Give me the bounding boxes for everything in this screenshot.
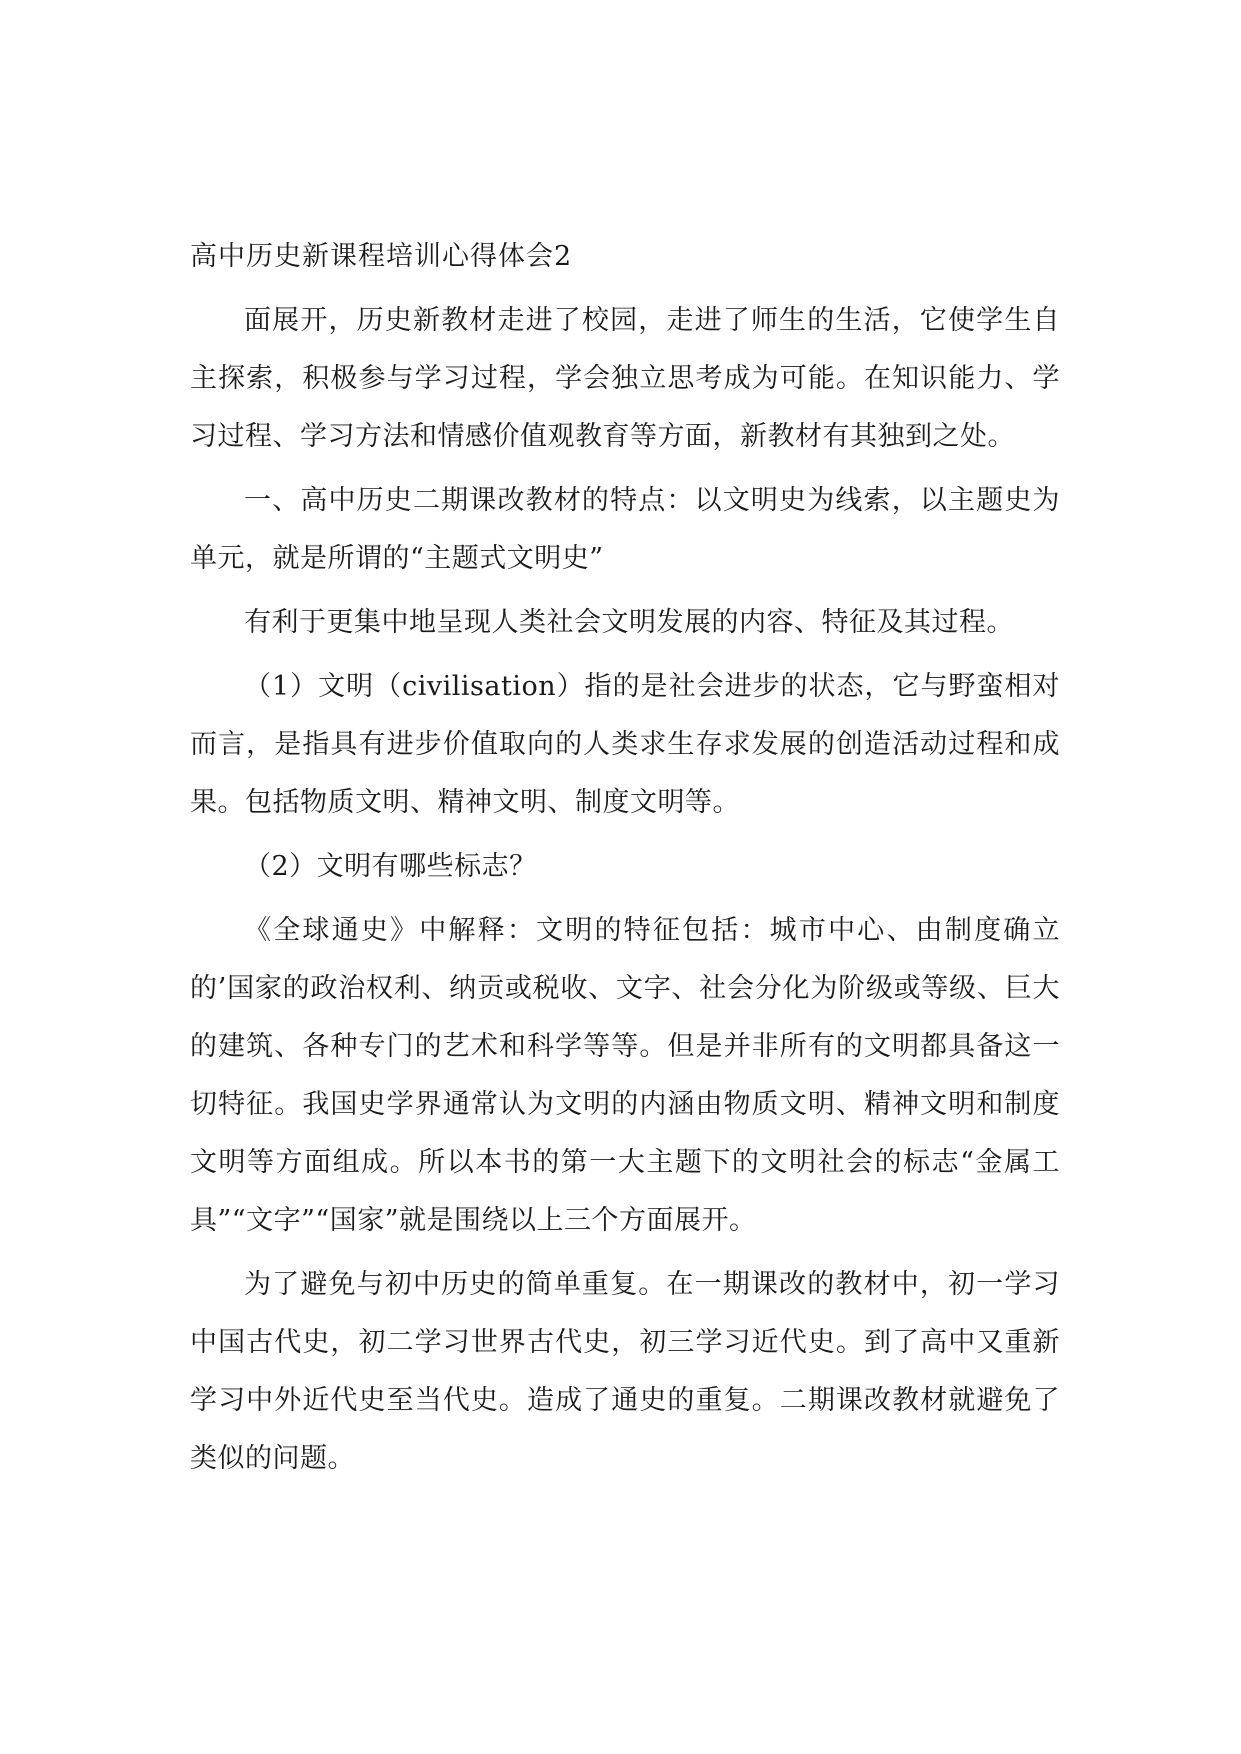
paragraph-1: 面展开，历史新教材走进了校园，走进了师生的生活，它使学生自主探索，积极参与学习过程，学会独立思考成为可能。在知识能力、学习过程、学习方法和情感价值观教育等方面，新教材有其独到之处。 [190, 305, 1060, 452]
document-title: 高中历史新课程培训心得体会2 [190, 241, 573, 272]
paragraph-7: 为了避免与初中历史的简单重复。在一期课改的教材中，初一学习中国古代史，初二学习世界古代史，初三学习近代史。到了高中又重新学习中外近代史至当代史。造成了通史的重复。二期课改教材就避免了类似的问题。 [190, 1269, 1060, 1474]
paragraph-5: （2）文明有哪些标志？ [244, 851, 537, 882]
paragraph-6: 《全球通史》中解释：文明的特征包括：城市中心、由制度确立的’国家的政治权利、纳贡或税收、文字、社会分化为阶级或等级、巨大的建筑、各种专门的艺术和科学等等。但是并非所有的文明都具备这一切特征。我国史学界通常认为文明的内涵由物质文明、精神文明和制度文明等方面组成。所以本书的第一大主题下的文明社会的标志“金属工具”“文字”“国家”就是围绕以上三个方面展开。 [190, 915, 1060, 1236]
document-page [190, 228, 1060, 1494]
paragraph-4: （1）文明（civilisation）指的是社会进步的状态，它与野蛮相对而言，是指具有进步价值取向的人类求生存求发展的创造活动过程和成果。包括物质文明、精神文明、制度文明等。 [190, 671, 1060, 818]
paragraph-3: 有利于更集中地呈现人类社会文明发展的内容、特征及其过程。 [244, 607, 1014, 638]
paragraph-2: 一、高中历史二期课改教材的特点：以文明史为线索，以主题史为单元，就是所谓的“主题式文明史” [190, 485, 1060, 574]
